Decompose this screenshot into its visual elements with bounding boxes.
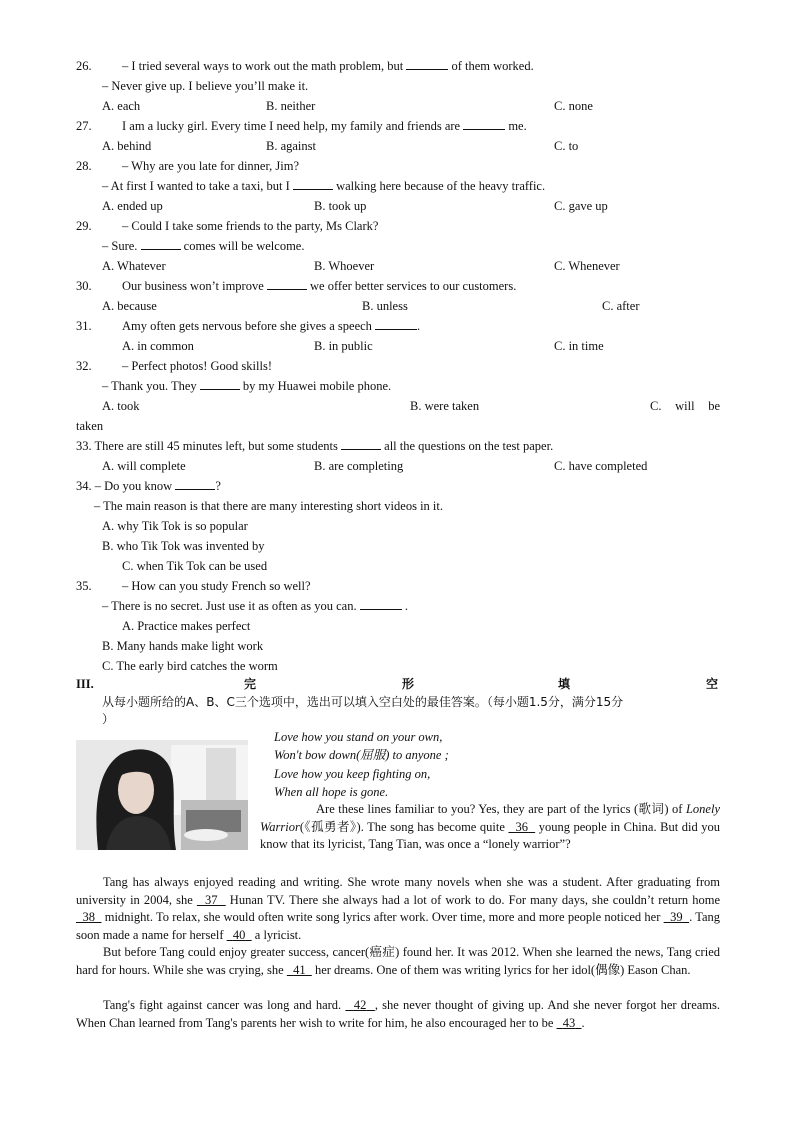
song-title: Lonely Warrior — [260, 802, 720, 834]
poem-line-3: Love how you keep fighting on, — [274, 767, 431, 781]
option-a[interactable]: A. why Tik Tok is so popular — [102, 519, 248, 533]
passage-paragraph-1: Are these lines familiar to you? Yes, they are part of the lyrics (歌词) of Lonely Warrior(《孤勇者》). The song has become quite 36 young people in China. But did you know that its lyricist, Tang Tian, was once a “lonely warrior”? — [260, 802, 721, 851]
poem-line-4: When all hope is gone. — [274, 785, 389, 799]
option-c-continued: taken — [76, 419, 104, 433]
blank-36[interactable]: 36 — [515, 819, 529, 834]
answer-blank[interactable] — [375, 318, 417, 330]
answer-blank[interactable] — [360, 598, 402, 610]
option-a[interactable]: A. in common — [122, 339, 194, 353]
blank-41[interactable]: 41 — [293, 962, 306, 977]
option-b[interactable]: B. Many hands make light work — [102, 639, 264, 653]
option-c[interactable]: C. will be — [650, 399, 720, 413]
blank-43[interactable]: 43 — [562, 1015, 576, 1030]
answer-blank[interactable] — [293, 178, 333, 190]
option-b[interactable]: B. who Tik Tok was invented by — [102, 539, 265, 553]
option-a[interactable]: A. because — [102, 299, 157, 313]
option-c[interactable]: C. when Tik Tok can be used — [122, 559, 268, 573]
passage-paragraph-4: Tang's fight against cancer was long and hard. 42 , she never thought of giving up. And she never forgot her dreams. When Chan learned from Tang's parents her wish to write for him, he also encouraged her to be 43 . — [76, 998, 721, 1030]
option-a[interactable]: A. each — [102, 99, 141, 113]
reply-text: – The main reason is that there are many interesting short videos in it. — [94, 499, 443, 513]
blank-37[interactable]: 37 — [205, 892, 218, 907]
option-b[interactable]: B. against — [266, 139, 316, 153]
answer-blank[interactable] — [463, 118, 505, 130]
option-c[interactable]: C. have completed — [554, 459, 648, 473]
blank-40[interactable]: 40 — [232, 927, 246, 942]
option-c[interactable]: C. none — [554, 99, 593, 113]
blank-39[interactable]: 39 — [670, 910, 683, 924]
option-b[interactable]: B. in public — [314, 339, 373, 353]
option-c[interactable]: C. gave up — [554, 199, 608, 213]
answer-blank[interactable] — [267, 278, 307, 290]
woman-photo — [76, 740, 248, 850]
option-c[interactable]: C. Whenever — [554, 259, 620, 273]
option-c[interactable]: C. to — [554, 139, 579, 153]
option-a[interactable]: A. took — [102, 399, 140, 413]
option-a[interactable]: A. behind — [102, 139, 152, 153]
option-c[interactable]: C. The early bird catches the worm — [102, 659, 278, 673]
reply-text: – Never give up. I believe you’ll make it. — [102, 79, 309, 93]
option-b[interactable]: B. were taken — [410, 399, 480, 413]
blank-42[interactable]: 42 — [353, 998, 367, 1012]
option-c[interactable]: C. after — [602, 299, 640, 313]
answer-blank[interactable] — [406, 58, 448, 70]
option-c[interactable]: C. in time — [554, 339, 604, 353]
section-instructions: 从每小题所给的A、B、C三个选项中，选出可以填入空白处的最佳答案。（每小题1.5分，满分15分 — [102, 695, 624, 709]
answer-blank[interactable] — [200, 378, 240, 390]
option-a[interactable]: A. will complete — [102, 459, 186, 473]
option-b[interactable]: B. unless — [362, 299, 408, 313]
answer-blank[interactable] — [341, 438, 381, 450]
poem-line-1: Love how you stand on your own, — [274, 730, 443, 744]
section-number: III. — [76, 677, 94, 691]
option-b[interactable]: B. took up — [314, 199, 367, 213]
answer-blank[interactable] — [141, 238, 181, 250]
option-a[interactable]: A. Whatever — [102, 259, 166, 273]
option-b[interactable]: B. are completing — [314, 459, 404, 473]
question-number: 26. — [76, 59, 92, 73]
option-a[interactable]: A. ended up — [102, 199, 163, 213]
passage-paragraph-2: Tang has always enjoyed reading and writing. She wrote many novels when she was a student. After graduating from university in 2004, she 37 Hunan TV. There she always had a lot of work to do. For many days, she couldn’t return home 38 midnight. To relax, she would often write song lyrics after work. Over time, more and more people noticed her 39 . Tang soon made a name for herself 40 a lyricist. — [76, 875, 721, 942]
passage-paragraph-3: But before Tang could enjoy greater success, cancer(癌症) found her. It was 2012. When she learned the news, Tang cried hard for hours. While she was crying, she 41 her dreams. One of them was writing lyrics for her idol(偶像) Eason Chan. — [76, 945, 720, 977]
option-b[interactable]: B. neither — [266, 99, 316, 113]
answer-blank[interactable] — [175, 478, 215, 490]
option-b[interactable]: B. Whoever — [314, 259, 375, 273]
blank-38[interactable]: 38 — [82, 910, 95, 924]
option-a[interactable]: A. Practice makes perfect — [122, 619, 251, 633]
poem-line-2: Won't bow down(屈服) to anyone ; — [274, 748, 449, 762]
